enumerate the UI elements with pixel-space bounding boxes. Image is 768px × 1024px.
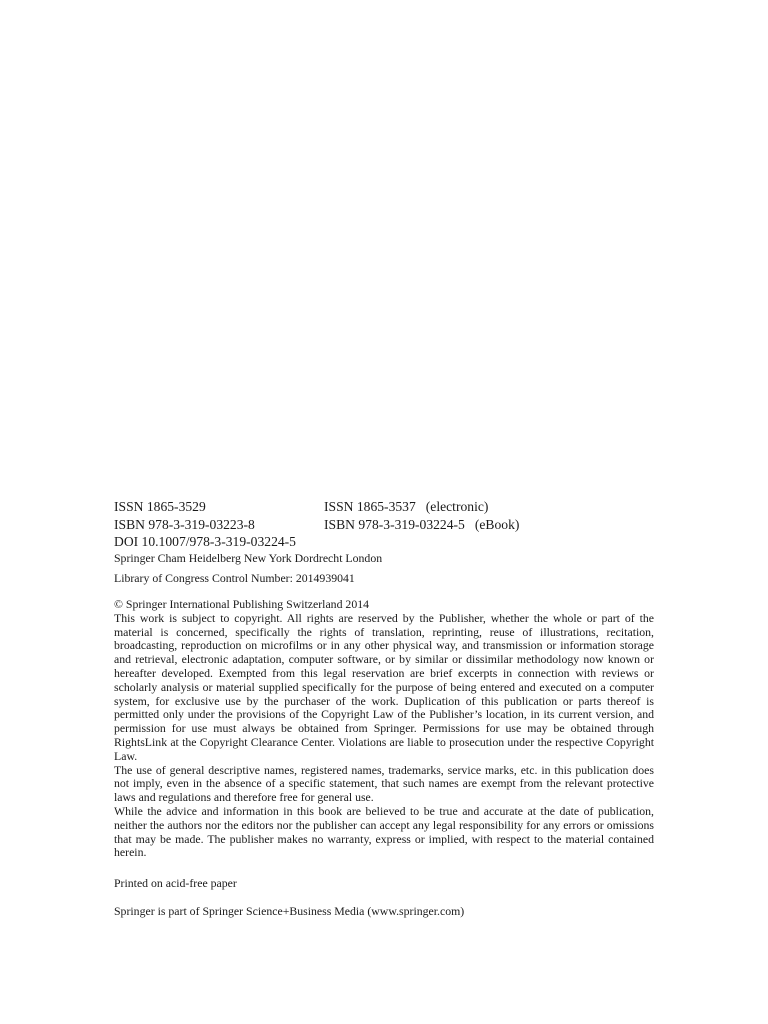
copyright-paragraph-1: This work is subject to copyright. All rights are reserved by the Publisher, whether the whole or part of the material is concerned, specifically the rights of translation, reprinting, reuse of illustrations, recitation, broadcasting, reproduction on microfilms or in any other physical way, and transmission or information storage and retrieval, electronic adaptation, computer software, or by similar or dissimilar methodology now known or hereafter developed. Exempted from this legal reservation are brief excerpts in connection with reviews or scholarly analysis or material supplied specifically for the purpose of being entered and executed on a computer system, for exclusive use by the purchaser of the work. Duplication of this publication or parts thereof is permitted only under the provisions of the Copyright Law of the Publisher’s location, in its current version, and permission for use must always be obtained from Springer. Permissions for use may be obtained through RightsLink at the Copyright Clearance Center. Violations are liable to prosecution under the respective Copyright Law.	[114, 610, 654, 763]
copyright-line: © Springer International Publishing Switzerland 2014	[114, 597, 370, 611]
publisher-cities: Springer Cham Heidelberg New York Dordrecht London	[114, 550, 383, 565]
isbn-print: ISBN 978-3-319-03223-8	[114, 516, 255, 532]
copyright-block	[114, 598, 654, 860]
issn-row	[114, 498, 654, 516]
issn-electronic-group	[324, 498, 488, 516]
springer-part-note: Springer is part of Springer Science+Business Media (www.springer.com)	[114, 904, 465, 918]
lccn: Library of Congress Control Number: 2014939041	[114, 571, 355, 585]
issn-print: ISSN 1865-3529	[114, 499, 206, 514]
isbn-ebook-group	[324, 516, 519, 534]
copyright-paragraph-2: The use of general descriptive names, registered names, trademarks, service marks, etc. in this publication does not imply, even in the absence of a specific statement, that such names are exempt from the relevant protective laws and regulations and therefore free for general use.	[114, 762, 654, 805]
issn-electronic-note: (electronic)	[425, 499, 489, 514]
printed-note: Printed on acid-free paper	[114, 876, 237, 890]
isbn-row	[114, 516, 654, 534]
isbn-ebook-note: (eBook)	[474, 516, 520, 532]
identifier-block	[114, 498, 654, 566]
copyright-paragraph-3: While the advice and information in this book are believed to be true and accurate at the date of publication, neither the authors nor the editors nor the publisher can accept any legal responsibility for any errors or omissions that may be made. The publisher makes no warranty, express or implied, with respect to the material contained herein.	[114, 803, 654, 860]
doi: DOI 10.1007/978-3-319-03224-5	[114, 534, 296, 550]
issn-electronic: ISSN 1865-3537	[324, 499, 416, 514]
isbn-ebook: ISBN 978-3-319-03224-5	[324, 516, 465, 532]
